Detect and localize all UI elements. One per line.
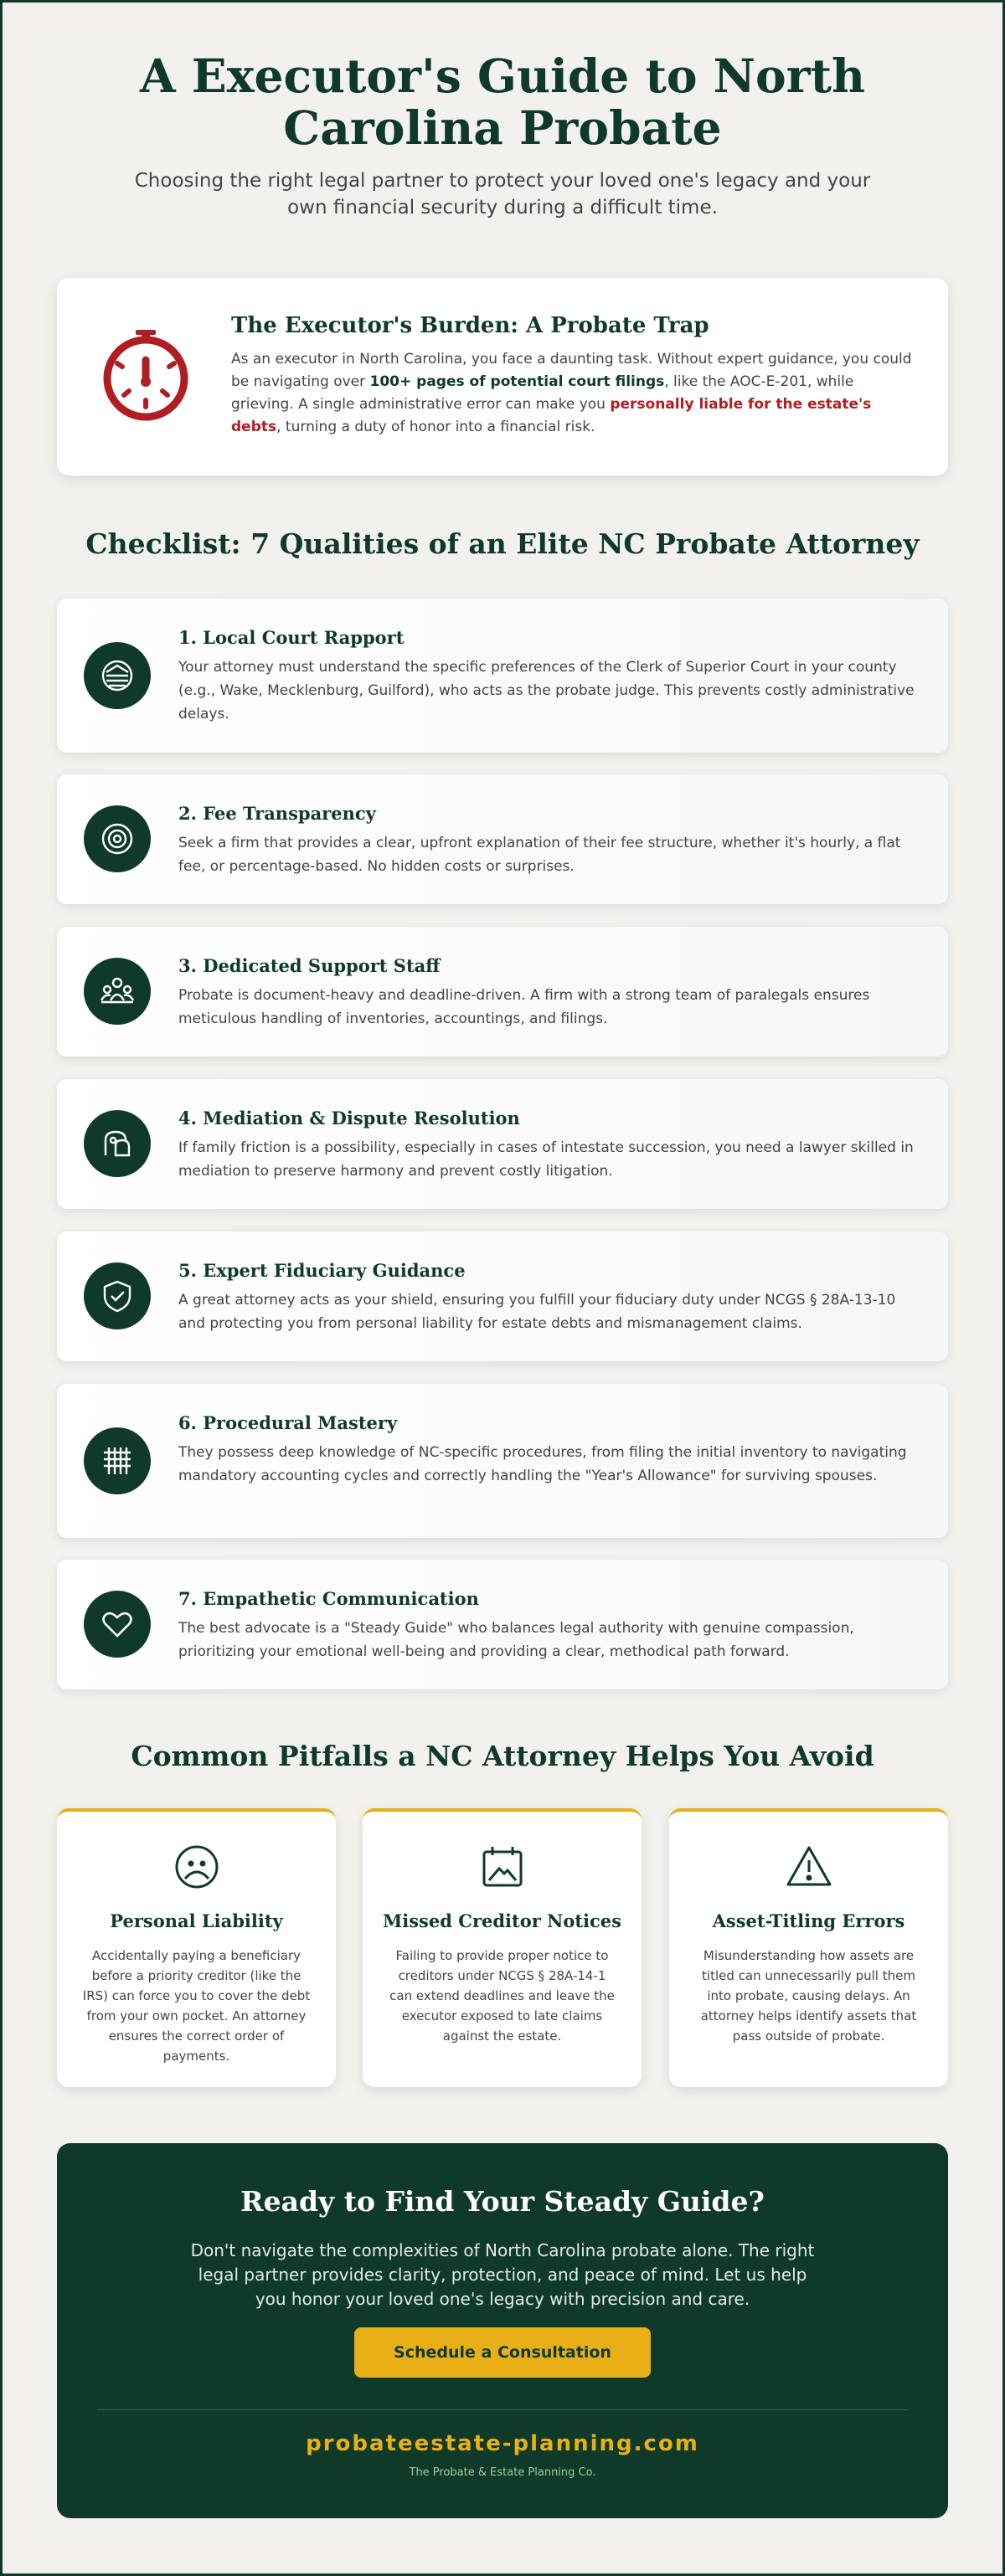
filings-highlight: 100+ pages of potential court filings — [369, 373, 665, 390]
checklist-item-title: 4. Mediation & Dispute Resolution — [178, 1108, 520, 1129]
pitfall-text: Misunderstanding how assets are titled can unnecessarily pull them into probate, causing delays. An attorney helps identify assets that pass outside of probate. — [700, 1948, 917, 2044]
pitfall-title: Missed Creditor Notices — [383, 1910, 621, 1931]
page-subtitle: Choosing the right legal partner to protect your loved one's legacy and your own financial security during a difficult time. — [134, 170, 871, 219]
pitfall-card-personal-liability — [57, 1808, 336, 2087]
liability-highlight: personally liable for the estate's debts — [231, 396, 872, 435]
checklist-item-support-staff — [57, 927, 948, 1057]
checklist-item-text: Your attorney must understand the specific preferences of the Clerk of Superior Court in your county (e.g., Wake, Mecklenburg, Guilford), who acts as the probate judge. This prevents costly administrative delays. — [178, 659, 915, 722]
team-icon — [84, 958, 151, 1025]
checklist-item-text: If family friction is a possibility, especially in cases of intestate succession, you need a lawyer skilled in mediation to preserve harmony and prevent costly litigation. — [178, 1139, 914, 1180]
burden-title: The Executor's Burden: A Probate Trap — [231, 313, 709, 338]
warning-clock-icon — [99, 330, 193, 424]
checklist-item-court-rapport — [57, 599, 948, 753]
checklist-item-text: Probate is document-heavy and deadline-driven. A firm with a strong team of paralegals ensures meticulous handling of inventories, accountings, and filings. — [178, 987, 870, 1027]
page-title: A Executor's Guide to North Carolina Probate — [139, 49, 866, 155]
checklist-title: Checklist: 7 Qualities of an Elite NC Probate Attorney — [85, 527, 920, 560]
target-icon — [84, 805, 151, 872]
checklist-item-mediation — [57, 1079, 948, 1209]
pitfall-text: Failing to provide proper notice to creditors under NCGS § 28A-14-1 can extend deadlines and leave the executor exposed to late claims against the estate. — [389, 1948, 615, 2044]
alert-triangle-icon — [786, 1843, 832, 1890]
heart-icon — [84, 1591, 151, 1658]
checklist-item-text: They possess deep knowledge of NC-specific procedures, from filing the initial inventory to navigating mandatory accounting cycles and correctly handling the "Year's Allowance" for surviving spouses. — [178, 1444, 907, 1484]
shield-check-icon — [84, 1262, 151, 1329]
burden-text: As an executor in North Carolina, you face a daunting task. Without expert guidance, you could be navigating over 100+ pages of potential court filings, like the AOC-E-201, while grieving. A single administrative error can make you personally liable for the estate's debts, turning a duty of honor into a financial risk. — [231, 351, 912, 435]
schedule-consultation-button[interactable]: Schedule a Consultation — [354, 2327, 651, 2378]
checklist-item-procedural-mastery — [57, 1384, 948, 1538]
checklist-item-title: 7. Empathetic Communication — [178, 1588, 479, 1609]
pitfall-text: Accidentally paying a beneficiary before a priority creditor (like the IRS) can force you to cover the debt from your own pocket. An attorney ensures the correct order of payments. — [82, 1948, 311, 2064]
handshake-icon — [84, 1110, 151, 1177]
checklist-item-fee-transparency — [57, 774, 948, 904]
checklist-item-fiduciary-guidance — [57, 1231, 948, 1361]
divider — [97, 2409, 908, 2410]
checklist-item-text: Seek a firm that provides a clear, upfront explanation of their fee structure, whether it's hourly, a flat fee, or percentage-based. No hidden costs or surprises. — [178, 835, 901, 875]
pitfall-card-asset-titling — [669, 1808, 948, 2087]
company-name: The Probate & Estate Planning Co. — [409, 2466, 596, 2479]
pitfall-title: Asset-Titling Errors — [712, 1910, 905, 1931]
pitfalls-title: Common Pitfalls a NC Attorney Helps You Avoid — [131, 1740, 874, 1772]
pitfall-title: Personal Liability — [110, 1910, 283, 1931]
checklist-item-title: 1. Local Court Rapport — [178, 627, 405, 648]
pitfall-card-creditor-notices — [363, 1808, 642, 2087]
website-link[interactable]: probateestate-planning.com — [306, 2431, 699, 2456]
burden-card — [57, 278, 948, 476]
checklist-item-title: 6. Procedural Mastery — [178, 1412, 398, 1433]
checklist-item-text: The best advocate is a "Steady Guide" who balances legal authority with genuine compassion, prioritizing your emotional well-being and providing a clear, methodical path forward. — [178, 1620, 854, 1660]
cta-title: Ready to Find Your Steady Guide? — [240, 2185, 765, 2218]
courthouse-icon — [84, 642, 151, 709]
cta-text: Don't navigate the complexities of North Carolina probate alone. The right legal partner provides clarity, protection, and peace of mind. Let us help you honor your loved one's legacy with precision and care. — [190, 2240, 815, 2309]
checklist-item-text: A great attorney acts as your shield, ensuring you fulfill your fiduciary duty under NCGS § 28A-13-10 and protecting you from personal liability for estate debts and mismanagement claims. — [178, 1292, 896, 1332]
checklist-item-title: 5. Expert Fiduciary Guidance — [178, 1260, 466, 1281]
sad-face-icon — [173, 1843, 220, 1890]
calendar-icon — [479, 1843, 526, 1890]
checklist-item-title: 3. Dedicated Support Staff — [178, 955, 441, 976]
cta-panel — [57, 2143, 948, 2518]
checklist-item-empathetic-communication — [57, 1560, 948, 1689]
checklist-item-title: 2. Fee Transparency — [178, 803, 376, 824]
grid-icon — [84, 1427, 151, 1494]
